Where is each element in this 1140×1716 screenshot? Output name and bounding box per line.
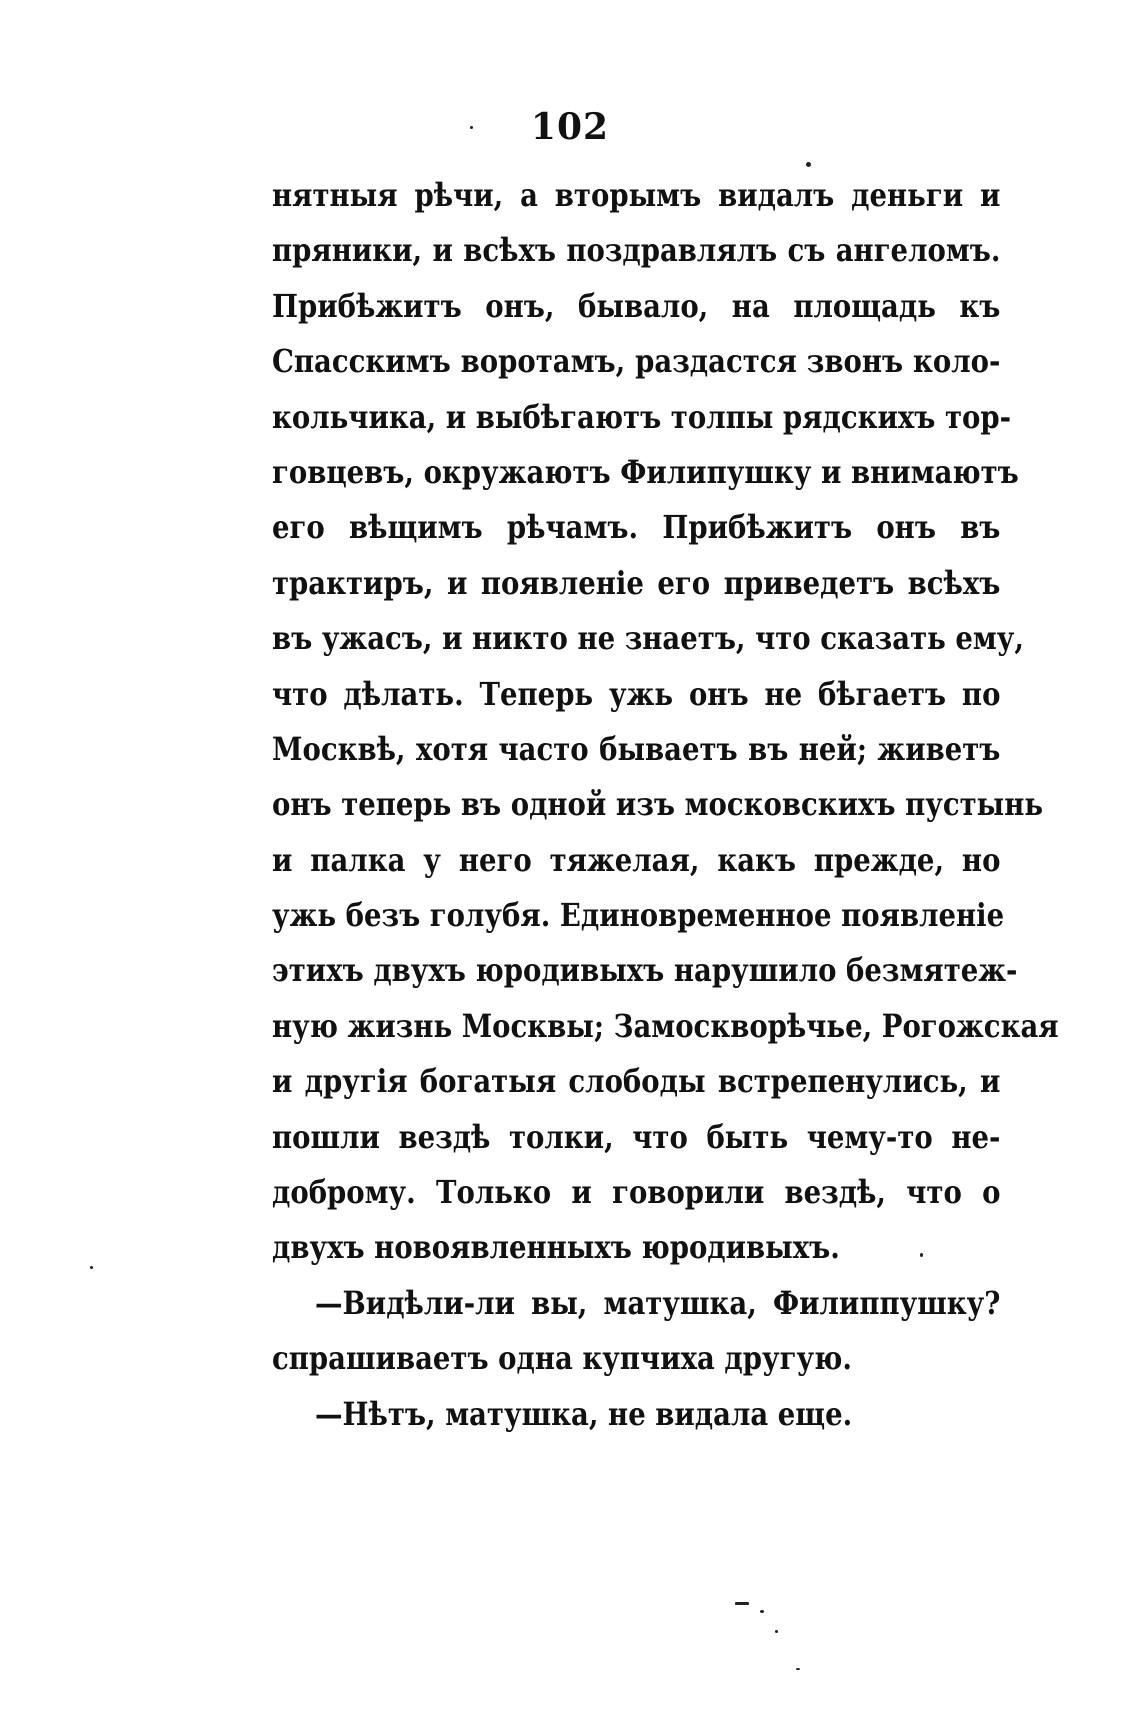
scan-speck bbox=[806, 162, 811, 167]
text-line: ужь безъ голубя. Единовременное появленіе bbox=[272, 896, 1005, 935]
text-line: кольчика, и выбѣгаютъ толпы рядскихъ тор- bbox=[272, 397, 1012, 436]
text-line: онъ теперь въ одной изъ московскихъ пустынь bbox=[272, 785, 1044, 824]
text-line: этихъ двухъ юродивыхъ нарушило безмятеж- bbox=[272, 951, 1018, 990]
scan-speck bbox=[760, 1610, 764, 1613]
text-line: двухъ новоявленныхъ юродивыхъ. bbox=[272, 1228, 840, 1267]
scan-speck bbox=[796, 1668, 800, 1670]
text-line: ную жизнь Москвы; Замоскворѣчье, Рогожская bbox=[272, 1006, 1059, 1045]
text-line: трактиръ, и появленіе его приведетъ всѣхъ bbox=[272, 563, 1001, 602]
text-line: Прибѣжитъ онъ, бывало, на площадь къ bbox=[272, 286, 1001, 325]
text-line: Москвѣ, хотя часто бываетъ въ ней; живетъ bbox=[272, 729, 1001, 768]
text-line: доброму. Только и говорили вездѣ, что о bbox=[272, 1173, 1001, 1212]
text-line: нятныя рѣчи, а вторымъ видалъ деньги и bbox=[272, 176, 1001, 214]
text-line: и другія богатыя слободы встрепенулись, и bbox=[272, 1062, 1001, 1101]
scan-speck bbox=[775, 1630, 778, 1633]
body-text bbox=[272, 168, 1059, 1442]
text-line: говцевъ, окружаютъ Филипушку и внимаютъ bbox=[272, 452, 1019, 491]
text-line: Спасскимъ воротамъ, раздастся звонъ коло- bbox=[272, 342, 1001, 381]
text-line: его вѣщимъ рѣчамъ. Прибѣжитъ онъ въ bbox=[272, 508, 1001, 547]
dialogue-line: —Нѣтъ, матушка, не видала еще. bbox=[315, 1394, 853, 1433]
text-line: что дѣлать. Теперь ужь онъ не бѣгаетъ по bbox=[272, 674, 1001, 713]
scan-speck bbox=[90, 1266, 93, 1269]
text-line: въ ужасъ, и никто не знаетъ, что сказать ему, bbox=[272, 619, 1025, 658]
scan-speck bbox=[920, 1253, 923, 1257]
text-line: спрашиваетъ одна купчиха другую. bbox=[272, 1339, 852, 1378]
dialogue-line: —Видѣли-ли вы, матушка, Филиппушку? bbox=[315, 1283, 1001, 1322]
scan-speck bbox=[470, 126, 473, 129]
text-line: и палка у него тяжелая, какъ прежде, но bbox=[272, 840, 1001, 879]
text-line: пряники, и всѣхъ поздравлялъ съ ангеломъ. bbox=[272, 231, 1001, 270]
text-line: пошли вездѣ толки, что быть чему-то не- bbox=[272, 1117, 1001, 1156]
page-number: 102 bbox=[530, 106, 610, 148]
scan-speck bbox=[735, 1602, 749, 1605]
